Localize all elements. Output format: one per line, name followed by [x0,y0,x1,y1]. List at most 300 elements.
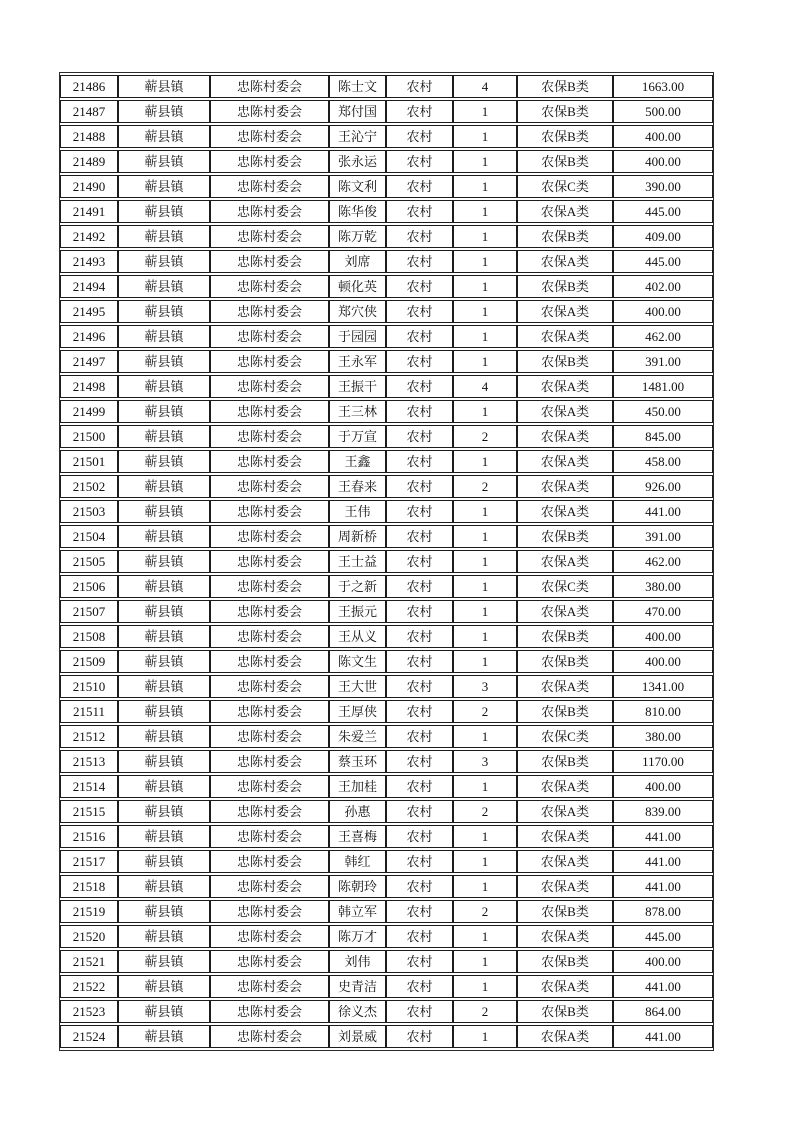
cell-insurance-category: 农保A类 [517,1025,613,1048]
cell-name: 蔡玉环 [329,750,386,773]
cell-person-count: 1 [453,975,517,998]
cell-person-count: 1 [453,150,517,173]
cell-person-count: 2 [453,700,517,723]
cell-residence-type: 农村 [386,500,453,523]
cell-record-id: 21521 [60,950,118,973]
cell-person-count: 1 [453,875,517,898]
cell-residence-type: 农村 [386,125,453,148]
cell-amount: 1341.00 [613,675,713,698]
cell-town: 蕲县镇 [118,175,210,198]
cell-village-committee: 忠陈村委会 [210,150,329,173]
cell-village-committee: 忠陈村委会 [210,450,329,473]
cell-person-count: 3 [453,750,517,773]
cell-residence-type: 农村 [386,525,453,548]
table-row [60,475,713,498]
cell-person-count: 1 [453,300,517,323]
cell-record-id: 21520 [60,925,118,948]
cell-name: 陈文生 [329,650,386,673]
cell-record-id: 21491 [60,200,118,223]
cell-residence-type: 农村 [386,675,453,698]
cell-town: 蕲县镇 [118,475,210,498]
cell-insurance-category: 农保A类 [517,975,613,998]
cell-name: 朱爱兰 [329,725,386,748]
cell-village-committee: 忠陈村委会 [210,275,329,298]
cell-village-committee: 忠陈村委会 [210,825,329,848]
cell-record-id: 21490 [60,175,118,198]
cell-village-committee: 忠陈村委会 [210,75,329,98]
cell-insurance-category: 农保B类 [517,700,613,723]
table-row [60,100,713,123]
cell-village-committee: 忠陈村委会 [210,725,329,748]
cell-name: 刘伟 [329,950,386,973]
cell-insurance-category: 农保B类 [517,150,613,173]
cell-town: 蕲县镇 [118,450,210,473]
cell-record-id: 21498 [60,375,118,398]
cell-person-count: 1 [453,850,517,873]
cell-amount: 390.00 [613,175,713,198]
cell-village-committee: 忠陈村委会 [210,175,329,198]
cell-amount: 470.00 [613,600,713,623]
cell-town: 蕲县镇 [118,425,210,448]
cell-record-id: 21495 [60,300,118,323]
table-row [60,850,713,873]
table-row [60,750,713,773]
cell-insurance-category: 农保A类 [517,775,613,798]
cell-amount: 1663.00 [613,75,713,98]
cell-town: 蕲县镇 [118,1025,210,1048]
cell-village-committee: 忠陈村委会 [210,475,329,498]
cell-residence-type: 农村 [386,1000,453,1023]
cell-name: 王大世 [329,675,386,698]
cell-amount: 450.00 [613,400,713,423]
cell-person-count: 1 [453,925,517,948]
cell-name: 于园园 [329,325,386,348]
cell-village-committee: 忠陈村委会 [210,550,329,573]
cell-record-id: 21506 [60,575,118,598]
cell-insurance-category: 农保A类 [517,875,613,898]
cell-amount: 400.00 [613,950,713,973]
cell-record-id: 21487 [60,100,118,123]
cell-village-committee: 忠陈村委会 [210,850,329,873]
cell-residence-type: 农村 [386,875,453,898]
cell-person-count: 1 [453,600,517,623]
cell-insurance-category: 农保B类 [517,125,613,148]
cell-name: 孙惠 [329,800,386,823]
cell-insurance-category: 农保A类 [517,400,613,423]
cell-name: 王厚侠 [329,700,386,723]
cell-village-committee: 忠陈村委会 [210,350,329,373]
cell-village-committee: 忠陈村委会 [210,675,329,698]
cell-insurance-category: 农保B类 [517,75,613,98]
cell-name: 王鑫 [329,450,386,473]
cell-residence-type: 农村 [386,150,453,173]
table-row [60,200,713,223]
cell-village-committee: 忠陈村委会 [210,925,329,948]
cell-person-count: 2 [453,475,517,498]
cell-insurance-category: 农保A类 [517,800,613,823]
cell-person-count: 4 [453,375,517,398]
cell-amount: 400.00 [613,150,713,173]
table-row [60,125,713,148]
cell-person-count: 1 [453,275,517,298]
cell-record-id: 21515 [60,800,118,823]
table-row [60,550,713,573]
cell-town: 蕲县镇 [118,650,210,673]
cell-town: 蕲县镇 [118,200,210,223]
table-row [60,350,713,373]
cell-village-committee: 忠陈村委会 [210,225,329,248]
cell-insurance-category: 农保A类 [517,200,613,223]
cell-town: 蕲县镇 [118,675,210,698]
table-row [60,650,713,673]
cell-amount: 839.00 [613,800,713,823]
cell-town: 蕲县镇 [118,825,210,848]
cell-village-committee: 忠陈村委会 [210,125,329,148]
cell-name: 周新桥 [329,525,386,548]
cell-residence-type: 农村 [386,175,453,198]
cell-amount: 380.00 [613,725,713,748]
cell-amount: 926.00 [613,475,713,498]
cell-residence-type: 农村 [386,450,453,473]
cell-village-committee: 忠陈村委会 [210,525,329,548]
cell-record-id: 21507 [60,600,118,623]
cell-amount: 462.00 [613,325,713,348]
cell-amount: 441.00 [613,825,713,848]
table-row [60,825,713,848]
table-row [60,1000,713,1023]
cell-name: 刘席 [329,250,386,273]
table-row [60,325,713,348]
cell-insurance-category: 农保B类 [517,275,613,298]
cell-name: 顿化英 [329,275,386,298]
table-row [60,225,713,248]
cell-residence-type: 农村 [386,1025,453,1048]
cell-residence-type: 农村 [386,275,453,298]
cell-residence-type: 农村 [386,950,453,973]
cell-name: 王沁宁 [329,125,386,148]
table-body [60,75,713,1048]
cell-amount: 441.00 [613,850,713,873]
cell-record-id: 21511 [60,700,118,723]
cell-name: 王振干 [329,375,386,398]
cell-village-committee: 忠陈村委会 [210,325,329,348]
cell-town: 蕲县镇 [118,250,210,273]
cell-record-id: 21517 [60,850,118,873]
cell-amount: 409.00 [613,225,713,248]
cell-person-count: 2 [453,425,517,448]
cell-village-committee: 忠陈村委会 [210,800,329,823]
cell-name: 王永军 [329,350,386,373]
cell-insurance-category: 农保A类 [517,600,613,623]
cell-village-committee: 忠陈村委会 [210,900,329,923]
table-row [60,450,713,473]
cell-town: 蕲县镇 [118,325,210,348]
cell-name: 陈万才 [329,925,386,948]
cell-residence-type: 农村 [386,575,453,598]
cell-village-committee: 忠陈村委会 [210,650,329,673]
cell-insurance-category: 农保A类 [517,300,613,323]
cell-record-id: 21504 [60,525,118,548]
cell-residence-type: 农村 [386,350,453,373]
cell-amount: 400.00 [613,650,713,673]
cell-name: 刘景威 [329,1025,386,1048]
cell-insurance-category: 农保B类 [517,750,613,773]
cell-amount: 845.00 [613,425,713,448]
cell-insurance-category: 农保C类 [517,725,613,748]
cell-insurance-category: 农保A类 [517,250,613,273]
cell-person-count: 1 [453,725,517,748]
cell-residence-type: 农村 [386,200,453,223]
cell-name: 徐义杰 [329,1000,386,1023]
cell-amount: 400.00 [613,625,713,648]
table-row [60,525,713,548]
cell-village-committee: 忠陈村委会 [210,1000,329,1023]
cell-residence-type: 农村 [386,100,453,123]
cell-name: 王加桂 [329,775,386,798]
cell-village-committee: 忠陈村委会 [210,300,329,323]
cell-residence-type: 农村 [386,825,453,848]
cell-amount: 441.00 [613,500,713,523]
cell-record-id: 21508 [60,625,118,648]
cell-village-committee: 忠陈村委会 [210,775,329,798]
table-row [60,1025,713,1048]
cell-town: 蕲县镇 [118,500,210,523]
table-row [60,575,713,598]
cell-town: 蕲县镇 [118,875,210,898]
cell-person-count: 1 [453,950,517,973]
cell-name: 张永运 [329,150,386,173]
cell-amount: 391.00 [613,350,713,373]
cell-record-id: 21514 [60,775,118,798]
cell-name: 于之新 [329,575,386,598]
cell-amount: 441.00 [613,875,713,898]
cell-residence-type: 农村 [386,725,453,748]
cell-village-committee: 忠陈村委会 [210,625,329,648]
cell-insurance-category: 农保A类 [517,825,613,848]
cell-name: 韩红 [329,850,386,873]
table-row [60,425,713,448]
cell-name: 王伟 [329,500,386,523]
cell-name: 王从义 [329,625,386,648]
cell-insurance-category: 农保A类 [517,450,613,473]
cell-town: 蕲县镇 [118,225,210,248]
cell-town: 蕲县镇 [118,100,210,123]
cell-residence-type: 农村 [386,850,453,873]
cell-record-id: 21509 [60,650,118,673]
cell-insurance-category: 农保C类 [517,175,613,198]
cell-person-count: 1 [453,825,517,848]
cell-record-id: 21522 [60,975,118,998]
cell-person-count: 1 [453,200,517,223]
cell-insurance-category: 农保A类 [517,375,613,398]
cell-record-id: 21494 [60,275,118,298]
cell-village-committee: 忠陈村委会 [210,375,329,398]
cell-insurance-category: 农保A类 [517,500,613,523]
cell-insurance-category: 农保C类 [517,575,613,598]
cell-person-count: 1 [453,525,517,548]
cell-village-committee: 忠陈村委会 [210,100,329,123]
table-row [60,75,713,98]
cell-person-count: 1 [453,250,517,273]
cell-town: 蕲县镇 [118,125,210,148]
cell-person-count: 4 [453,75,517,98]
table-row [60,500,713,523]
cell-amount: 441.00 [613,1025,713,1048]
cell-amount: 380.00 [613,575,713,598]
cell-insurance-category: 农保B类 [517,525,613,548]
table-row [60,725,713,748]
cell-insurance-category: 农保B类 [517,950,613,973]
cell-insurance-category: 农保B类 [517,1000,613,1023]
cell-record-id: 21510 [60,675,118,698]
cell-person-count: 1 [453,625,517,648]
cell-insurance-category: 农保A类 [517,675,613,698]
cell-person-count: 1 [453,175,517,198]
cell-amount: 810.00 [613,700,713,723]
table-row [60,175,713,198]
cell-record-id: 21501 [60,450,118,473]
cell-record-id: 21492 [60,225,118,248]
cell-person-count: 3 [453,675,517,698]
cell-insurance-category: 农保A类 [517,850,613,873]
cell-record-id: 21500 [60,425,118,448]
cell-person-count: 1 [453,775,517,798]
cell-village-committee: 忠陈村委会 [210,875,329,898]
cell-insurance-category: 农保A类 [517,425,613,448]
cell-residence-type: 农村 [386,225,453,248]
table-row [60,275,713,298]
cell-village-committee: 忠陈村委会 [210,975,329,998]
cell-person-count: 1 [453,1025,517,1048]
cell-person-count: 1 [453,325,517,348]
cell-amount: 441.00 [613,975,713,998]
cell-name: 王士益 [329,550,386,573]
cell-town: 蕲县镇 [118,950,210,973]
table-row [60,625,713,648]
table-row [60,950,713,973]
cell-town: 蕲县镇 [118,550,210,573]
cell-town: 蕲县镇 [118,350,210,373]
cell-town: 蕲县镇 [118,1000,210,1023]
cell-residence-type: 农村 [386,925,453,948]
table-row [60,975,713,998]
cell-residence-type: 农村 [386,400,453,423]
cell-record-id: 21523 [60,1000,118,1023]
table-row [60,700,713,723]
cell-name: 王三林 [329,400,386,423]
cell-residence-type: 农村 [386,550,453,573]
cell-town: 蕲县镇 [118,400,210,423]
cell-name: 史青洁 [329,975,386,998]
cell-residence-type: 农村 [386,325,453,348]
cell-town: 蕲县镇 [118,75,210,98]
cell-person-count: 1 [453,125,517,148]
cell-name: 王春来 [329,475,386,498]
cell-town: 蕲县镇 [118,575,210,598]
cell-amount: 402.00 [613,275,713,298]
cell-insurance-category: 农保B类 [517,900,613,923]
cell-person-count: 2 [453,1000,517,1023]
cell-record-id: 21489 [60,150,118,173]
cell-village-committee: 忠陈村委会 [210,200,329,223]
cell-village-committee: 忠陈村委会 [210,950,329,973]
cell-town: 蕲县镇 [118,600,210,623]
table-row [60,800,713,823]
cell-person-count: 1 [453,500,517,523]
cell-name: 于万宣 [329,425,386,448]
cell-name: 陈文利 [329,175,386,198]
cell-person-count: 1 [453,650,517,673]
table-row [60,150,713,173]
cell-town: 蕲县镇 [118,900,210,923]
cell-town: 蕲县镇 [118,150,210,173]
cell-record-id: 21497 [60,350,118,373]
cell-amount: 445.00 [613,250,713,273]
cell-record-id: 21512 [60,725,118,748]
cell-name: 陈士文 [329,75,386,98]
cell-village-committee: 忠陈村委会 [210,400,329,423]
table-row [60,400,713,423]
cell-town: 蕲县镇 [118,300,210,323]
cell-record-id: 21502 [60,475,118,498]
cell-town: 蕲县镇 [118,625,210,648]
cell-village-committee: 忠陈村委会 [210,500,329,523]
cell-amount: 864.00 [613,1000,713,1023]
cell-record-id: 21488 [60,125,118,148]
cell-village-committee: 忠陈村委会 [210,575,329,598]
cell-residence-type: 农村 [386,425,453,448]
table-row [60,600,713,623]
payment-records-table [59,72,714,1051]
cell-record-id: 21513 [60,750,118,773]
cell-name: 陈朝玲 [329,875,386,898]
cell-insurance-category: 农保B类 [517,350,613,373]
cell-insurance-category: 农保A类 [517,925,613,948]
cell-residence-type: 农村 [386,775,453,798]
table-row [60,375,713,398]
cell-town: 蕲县镇 [118,850,210,873]
cell-amount: 462.00 [613,550,713,573]
cell-record-id: 21503 [60,500,118,523]
cell-person-count: 1 [453,100,517,123]
cell-town: 蕲县镇 [118,525,210,548]
cell-town: 蕲县镇 [118,725,210,748]
cell-residence-type: 农村 [386,650,453,673]
cell-person-count: 1 [453,450,517,473]
cell-amount: 391.00 [613,525,713,548]
cell-residence-type: 农村 [386,300,453,323]
cell-amount: 500.00 [613,100,713,123]
cell-amount: 1481.00 [613,375,713,398]
cell-residence-type: 农村 [386,700,453,723]
cell-residence-type: 农村 [386,750,453,773]
cell-insurance-category: 农保B类 [517,100,613,123]
cell-town: 蕲县镇 [118,975,210,998]
cell-village-committee: 忠陈村委会 [210,1025,329,1048]
cell-village-committee: 忠陈村委会 [210,425,329,448]
cell-insurance-category: 农保B类 [517,650,613,673]
table-row [60,675,713,698]
cell-name: 王喜梅 [329,825,386,848]
cell-name: 陈华俊 [329,200,386,223]
cell-name: 韩立军 [329,900,386,923]
cell-town: 蕲县镇 [118,925,210,948]
cell-residence-type: 农村 [386,800,453,823]
cell-name: 郑付国 [329,100,386,123]
cell-person-count: 2 [453,800,517,823]
cell-town: 蕲县镇 [118,700,210,723]
cell-village-committee: 忠陈村委会 [210,600,329,623]
